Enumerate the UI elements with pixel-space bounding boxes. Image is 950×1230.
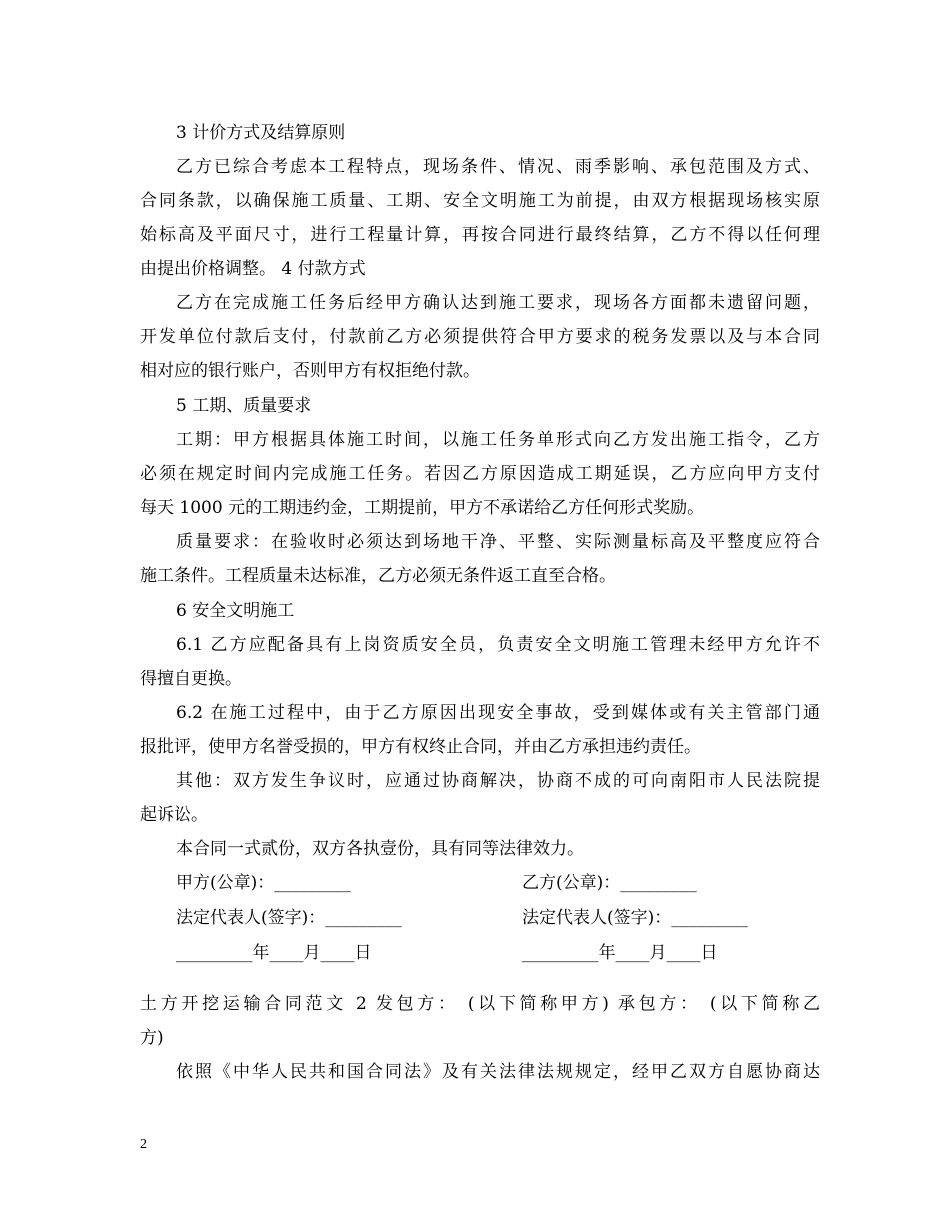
second-contract-heading: 土方开挖运输合同范文 2 发包方： (以下简称甲方) 承包方： (以下简称乙 xyxy=(140,994,820,1014)
paragraph-line: 质量要求：在验收时必须达到场地干净、平整、实际测量标高及平整度应符合 xyxy=(176,532,820,552)
party-a-date-field: _________年____月____日 xyxy=(176,943,372,963)
paragraph-line: 本合同一式贰份，双方各执壹份，具有同等法律效力。 xyxy=(176,839,584,859)
section-heading-safety: 6 安全文明施工 xyxy=(176,601,295,621)
party-b-representative-field: 法定代表人(签字)：_________ xyxy=(522,908,748,928)
paragraph-line: 始标高及平面尺寸，进行工程量计算，再按合同进行最终结算，乙方不得以任何理 xyxy=(140,225,820,245)
paragraph-line: 工期：甲方根据具体施工时间，以施工任务单形式向乙方发出施工指令，乙方 xyxy=(176,430,820,450)
paragraph-line: 施工条件。工程质量未达标准，乙方必须无条件返工直至合格。 xyxy=(140,566,616,586)
paragraph-line: 6.2 在施工过程中，由于乙方原因出现安全事故，受到媒体或有关主管部门通 xyxy=(176,703,820,723)
paragraph-line: 方) xyxy=(140,1028,164,1048)
paragraph-line: 起诉讼。 xyxy=(140,805,208,825)
party-a-seal-field: 甲方(公章)：_________ xyxy=(176,873,351,893)
paragraph-line: 每天 1000 元的工期违约金，工期提前，甲方不承诺给乙方任何形式奖励。 xyxy=(140,498,705,518)
paragraph-line: 6.1 乙方应配备具有上岗资质安全员，负责安全文明施工管理未经甲方允许不 xyxy=(176,635,820,655)
paragraph-line: 得擅自更换。 xyxy=(140,669,242,689)
paragraph-line: 依照《中华人民共和国合同法》及有关法律法规规定，经甲乙双方自愿协商达 xyxy=(176,1062,820,1082)
paragraph-line: 必须在规定时间内完成施工任务。若因乙方原因造成工期延误，乙方应向甲方支付 xyxy=(140,464,820,484)
party-a-representative-field: 法定代表人(签字)：_________ xyxy=(176,908,402,928)
paragraph-line: 由提出价格调整。 4 付款方式 xyxy=(140,259,366,279)
section-heading-schedule: 5 工期、质量要求 xyxy=(176,396,312,416)
party-b-seal-field: 乙方(公章)：_________ xyxy=(522,873,697,893)
page-number: 2 xyxy=(140,1137,147,1152)
party-b-date-field: _________年____月____日 xyxy=(522,943,718,963)
paragraph-line: 乙方已综合考虑本工程特点，现场条件、情况、雨季影响、承包范围及方式、 xyxy=(176,157,820,177)
paragraph-line: 乙方在完成施工任务后经甲方确认达到施工要求，现场各方面都未遗留问题， xyxy=(176,293,820,313)
paragraph-line: 合同条款，以确保施工质量、工期、安全文明施工为前提，由双方根据现场核实原 xyxy=(140,191,820,211)
paragraph-line: 其他：双方发生争议时，应通过协商解决，协商不成的可向南阳市人民法院提 xyxy=(176,771,820,791)
section-heading-pricing: 3 计价方式及结算原则 xyxy=(176,123,346,143)
paragraph-line: 报批评，使甲方名誉受损的，甲方有权终止合同，并由乙方承担违约责任。 xyxy=(140,737,701,757)
paragraph-line: 相对应的银行账户，否则甲方有权拒绝付款。 xyxy=(140,361,480,381)
paragraph-line: 开发单位付款后支付，付款前乙方必须提供符合甲方要求的税务发票以及与本合同 xyxy=(140,327,820,347)
